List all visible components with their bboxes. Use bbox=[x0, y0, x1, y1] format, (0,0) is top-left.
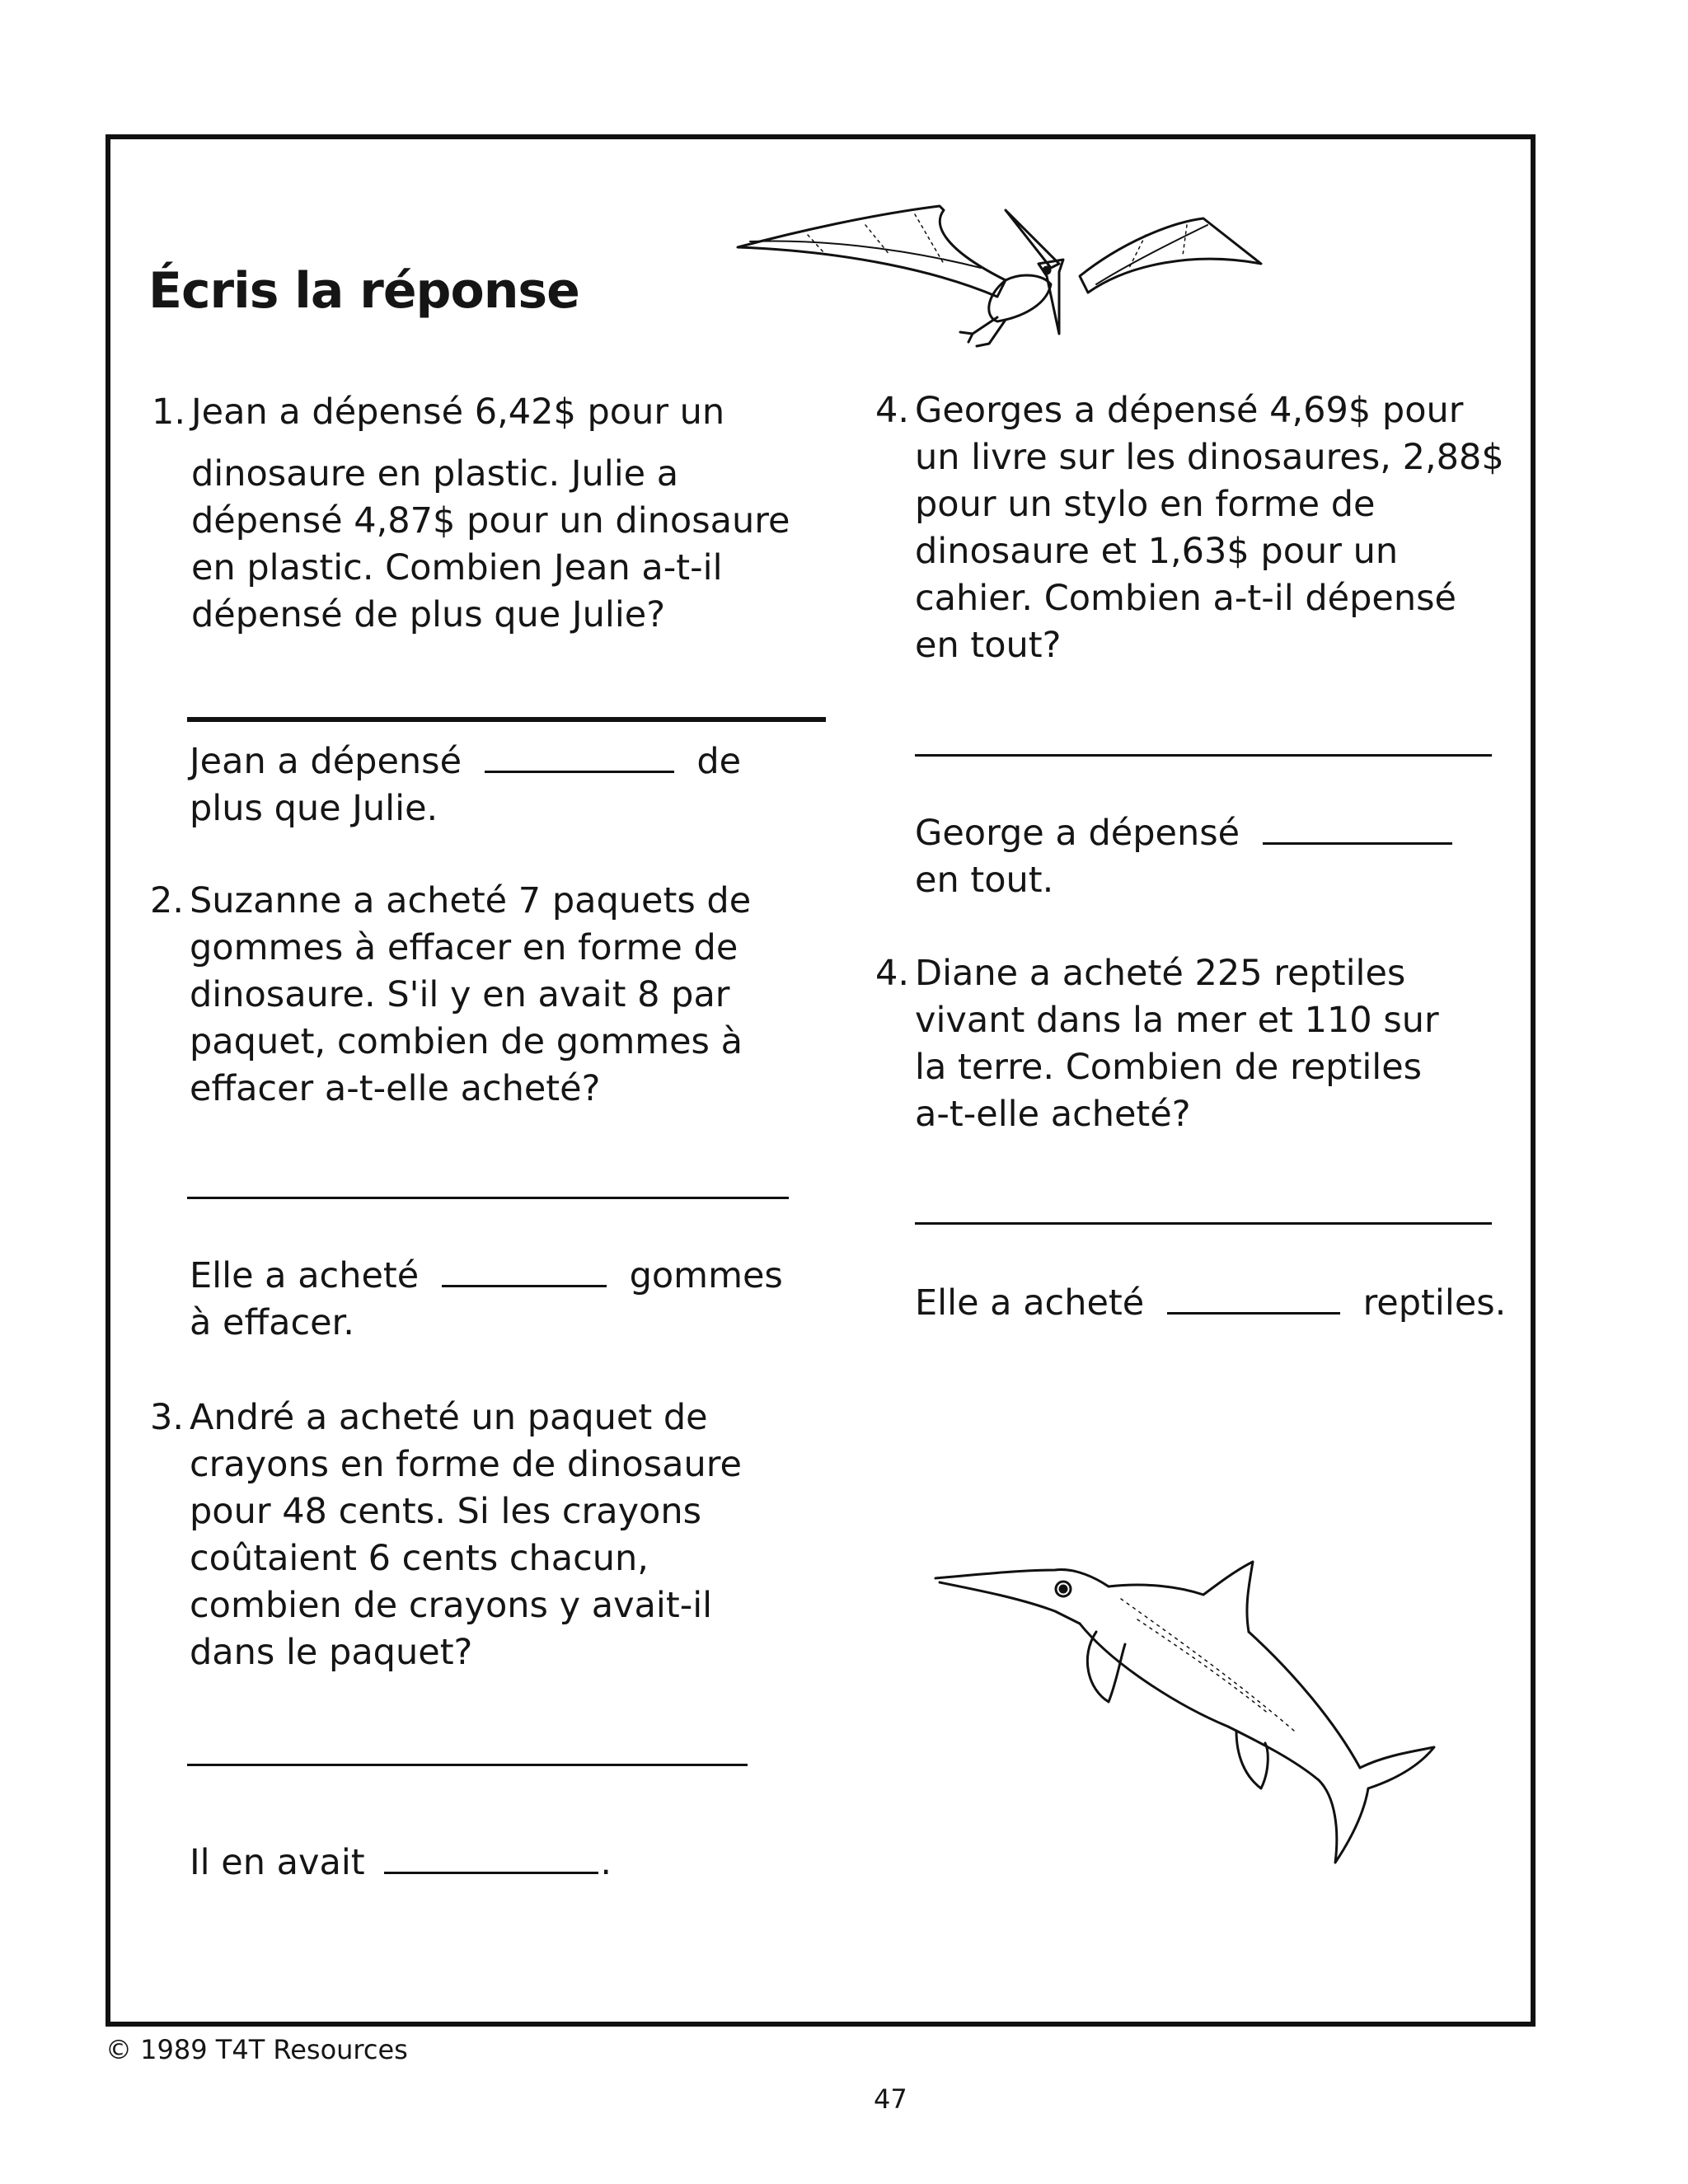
problem-5-answer-blank[interactable] bbox=[1167, 1302, 1340, 1315]
problem-1-answer bbox=[190, 738, 741, 832]
problem-2-number: 2. bbox=[150, 880, 185, 921]
problem-2-line-5: effacer a-t-elle acheté? bbox=[190, 1068, 601, 1109]
pterodactyl-illustration bbox=[734, 202, 1269, 350]
problem-3-line-3: pour 48 cents. Si les crayons bbox=[190, 1491, 702, 1532]
problem-4-line-1: Georges a dépensé 4,69$ pour bbox=[915, 390, 1464, 431]
problem-4-answer bbox=[915, 810, 1452, 904]
problem-4-answer-line-2: en tout. bbox=[915, 860, 1054, 901]
problem-5-line-2: vivant dans la mer et 110 sur bbox=[915, 1000, 1439, 1041]
problem-2-line-1: Suzanne a acheté 7 paquets de bbox=[190, 880, 752, 921]
problem-4-answer-text: George a dépensé bbox=[915, 813, 1240, 854]
problem-3 bbox=[150, 1394, 742, 1676]
problem-4 bbox=[875, 387, 1504, 669]
problem-3-line-1: André a acheté un paquet de bbox=[190, 1397, 708, 1438]
problem-3-line-2: crayons en forme de dinosaure bbox=[190, 1444, 742, 1485]
problem-3-line-4: coûtaient 6 cents chacun, bbox=[190, 1538, 649, 1579]
problem-3-answer bbox=[190, 1840, 612, 1886]
problem-4-line-2: un livre sur les dinosaures, 2,88$ bbox=[915, 437, 1504, 478]
problem-1-work-line[interactable] bbox=[187, 717, 826, 722]
problem-5-line-4: a-t-elle acheté? bbox=[915, 1094, 1191, 1135]
problem-3-line-6: dans le paquet? bbox=[190, 1632, 473, 1673]
problem-4-line-6: en tout? bbox=[915, 625, 1062, 666]
problem-3-work-line[interactable] bbox=[187, 1764, 748, 1766]
copyright-notice: © 1989 T4T Resources bbox=[106, 2034, 408, 2065]
problem-1-line-5: dépensé de plus que Julie? bbox=[191, 594, 666, 635]
problem-2 bbox=[150, 878, 752, 1113]
problem-2-line-3: dinosaure. S'il y en avait 8 par bbox=[190, 974, 730, 1015]
problem-5-answer-text: Elle a acheté bbox=[915, 1282, 1145, 1324]
problem-1-line-2: dinosaure en plastic. Julie a bbox=[191, 453, 679, 494]
problem-3-answer-blank[interactable] bbox=[384, 1862, 598, 1874]
problem-4-work-line[interactable] bbox=[915, 754, 1492, 757]
problem-5-work-line[interactable] bbox=[915, 1222, 1492, 1225]
problem-5-line-1: Diane a acheté 225 reptiles bbox=[915, 953, 1406, 994]
problem-2-answer-blank[interactable] bbox=[442, 1275, 607, 1287]
problem-2-line-2: gommes à effacer en forme de bbox=[190, 927, 738, 968]
problem-5-number: 4. bbox=[875, 953, 910, 994]
page-number: 47 bbox=[874, 2083, 907, 2115]
problem-4-line-5: cahier. Combien a-t-il dépensé bbox=[915, 578, 1456, 619]
worksheet-title: Écris la réponse bbox=[148, 262, 579, 320]
problem-2-answer-suffix: gommes bbox=[629, 1255, 783, 1296]
problem-1-answer-text: Jean a dépensé bbox=[190, 741, 462, 782]
problem-2-answer-line-2: à effacer. bbox=[190, 1302, 354, 1343]
problem-3-line-5: combien de crayons y avait-il bbox=[190, 1585, 713, 1626]
problem-3-number: 3. bbox=[150, 1397, 185, 1438]
problem-4-number: 4. bbox=[875, 390, 910, 431]
problem-1-answer-suffix: de bbox=[696, 741, 742, 782]
problem-1-answer-blank[interactable] bbox=[485, 761, 674, 773]
problem-2-line-4: paquet, combien de gommes à bbox=[190, 1021, 743, 1062]
problem-1 bbox=[152, 389, 790, 639]
problem-1-line-3: dépensé 4,87$ pour un dinosaure bbox=[191, 500, 790, 541]
problem-2-work-line[interactable] bbox=[187, 1197, 789, 1199]
problem-2-answer bbox=[190, 1253, 783, 1347]
problem-1-line-1: Jean a dépensé 6,42$ pour un bbox=[191, 391, 725, 433]
problem-5-answer bbox=[915, 1280, 1506, 1327]
ichthyosaur-illustration bbox=[931, 1549, 1451, 1887]
problem-3-answer-text: Il en avait bbox=[190, 1842, 365, 1883]
problem-4-answer-blank[interactable] bbox=[1263, 832, 1452, 845]
problem-5-answer-suffix: reptiles. bbox=[1362, 1282, 1507, 1324]
problem-4-line-3: pour un stylo en forme de bbox=[915, 484, 1376, 525]
problem-1-line-4: en plastic. Combien Jean a-t-il bbox=[191, 547, 723, 588]
problem-4-line-4: dinosaure et 1,63$ pour un bbox=[915, 531, 1399, 572]
problem-2-answer-text: Elle a acheté bbox=[190, 1255, 420, 1296]
problem-5-line-3: la terre. Combien de reptiles bbox=[915, 1047, 1423, 1088]
problem-3-answer-suffix: . bbox=[600, 1842, 612, 1883]
problem-5 bbox=[875, 950, 1439, 1138]
problem-1-answer-line-2: plus que Julie. bbox=[190, 788, 438, 829]
problem-1-number: 1. bbox=[152, 391, 186, 433]
